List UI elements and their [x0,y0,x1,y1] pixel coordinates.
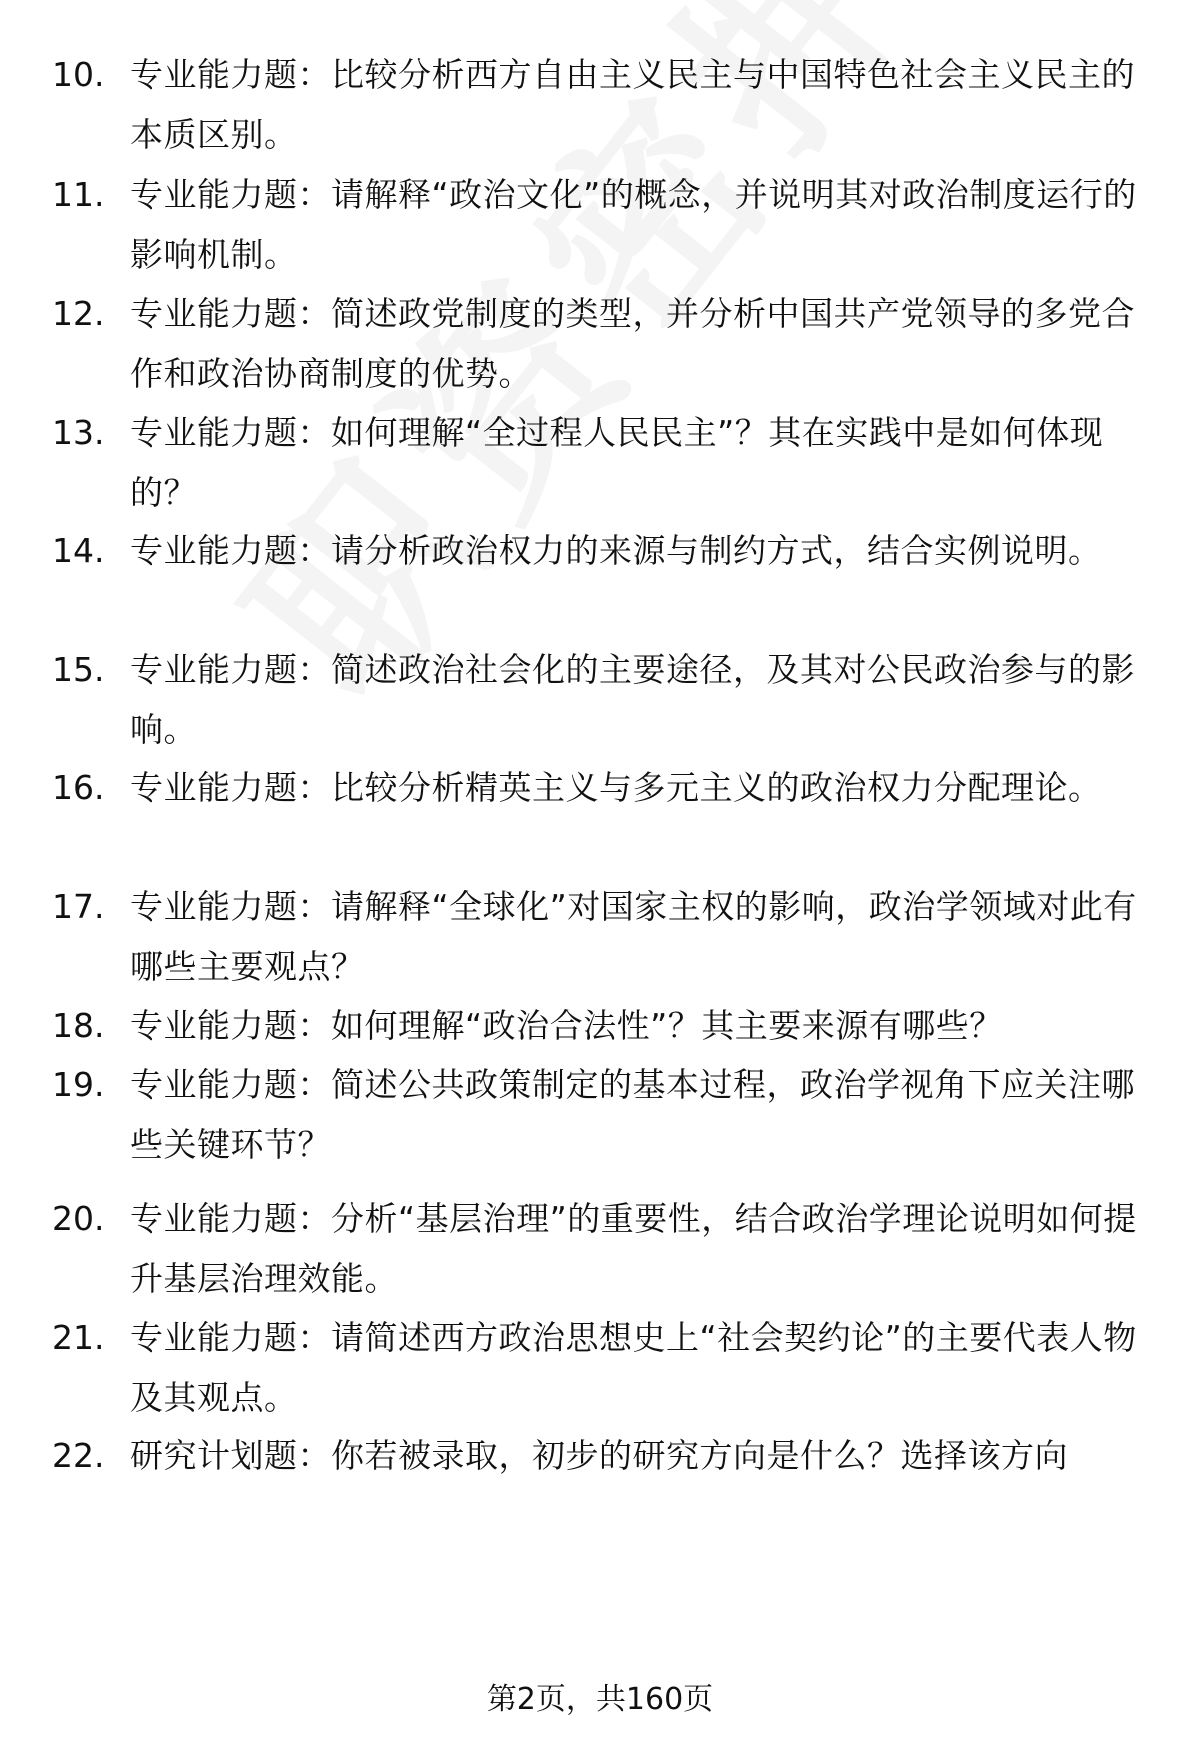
question-number: 12. [52,294,105,333]
question-number: 17. [52,887,105,926]
question-text: 专业能力题：请简述西方政治思想史上“社会契约论”的主要代表人物及其观点。 [130,1318,1137,1417]
question-number: 22. [52,1436,105,1475]
question-item [0,1055,1200,1195]
question-text: 专业能力题：请分析政治权力的来源与制约方式，结合实例说明。 [130,531,1102,570]
question-number: 19. [52,1065,105,1104]
question-number: 10. [52,55,105,94]
question-text: 专业能力题：如何理解“政治合法性”？其主要来源有哪些？ [130,1006,1003,1045]
question-text: 专业能力题：如何理解“全过程人民民主”？其在实践中是如何体现的？ [130,413,1104,512]
question-text: 专业能力题：简述政治社会化的主要途径，及其对公民政治参与的影响。 [130,650,1135,749]
question-number: 15. [52,650,105,689]
page-footer: 第2页，共160页 [486,1682,714,1717]
question-text: 专业能力题：简述政党制度的类型，并分析中国共产党领导的多党合作和政治协商制度的优势。 [130,294,1135,393]
question-number: 14. [52,531,105,570]
question-text: 专业能力题：比较分析精英主义与多元主义的政治权力分配理论。 [130,768,1102,807]
question-number: 20. [52,1199,105,1238]
question-number: 16. [52,768,105,807]
question-text: 专业能力题：分析“基层治理”的重要性，结合政治学理论说明如何提升基层治理效能。 [130,1199,1137,1298]
question-text: 专业能力题：请解释“政治文化”的概念，并说明其对政治制度运行的影响机制。 [130,175,1137,274]
question-text: 专业能力题：简述公共政策制定的基本过程，政治学视角下应关注哪些关键环节？ [130,1065,1135,1164]
question-item [0,45,1200,185]
question-number: 18. [52,1006,105,1045]
question-number: 11. [52,175,105,214]
question-item [0,1426,1200,1566]
question-number: 21. [52,1318,105,1357]
question-text: 专业能力题：比较分析西方自由主义民主与中国特色社会主义民主的本质区别。 [130,55,1135,154]
question-text: 专业能力题：请解释“全球化”对国家主权的影响，政治学领域对此有哪些主要观点？ [130,887,1137,986]
question-number: 13. [52,413,105,452]
question-text: 研究计划题：你若被录取，初步的研究方向是什么？选择该方向 [130,1436,1068,1475]
